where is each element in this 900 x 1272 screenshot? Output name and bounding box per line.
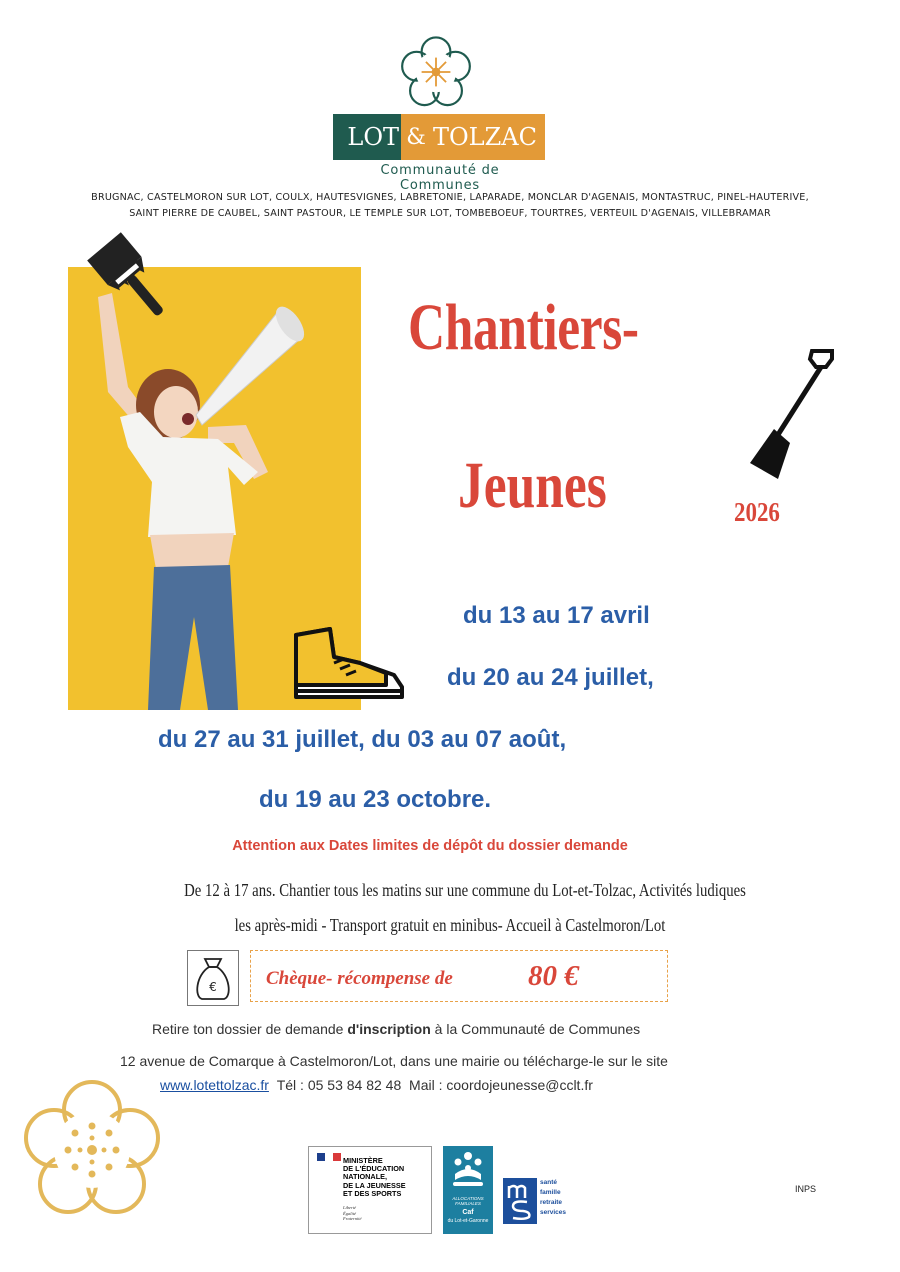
shovel-icon bbox=[738, 345, 838, 485]
communes-list bbox=[40, 190, 860, 222]
motto-line: Liberté bbox=[343, 1205, 356, 1210]
logo-text-tolzac: TOLZAC bbox=[431, 114, 545, 160]
contact-line-2: 12 avenue de Comarque à Castelmoron/Lot, dans une mairie ou télécharge-le sur le site bbox=[120, 1053, 668, 1069]
motto-line: Fraternité bbox=[343, 1216, 362, 1221]
caf-family-icon bbox=[443, 1146, 493, 1194]
caf-name: Caf bbox=[462, 1209, 474, 1216]
caf-logo bbox=[443, 1146, 493, 1234]
boot-icon bbox=[290, 623, 408, 705]
lot-tolzac-logo bbox=[333, 114, 545, 160]
date-line-3: du 27 au 31 juillet, du 03 au 07 août, bbox=[158, 726, 567, 753]
reward-label: Chèque- récompense de bbox=[266, 968, 453, 989]
money-bag-icon bbox=[188, 951, 238, 1005]
msa-services bbox=[540, 1178, 566, 1218]
contact-line-1-start: Retire ton dossier de demande bbox=[152, 1021, 348, 1037]
republic-motto bbox=[343, 1205, 362, 1222]
logo-ampersand: & bbox=[401, 114, 431, 160]
msa-word: santé bbox=[540, 1179, 557, 1186]
reward-amount: 80 € bbox=[528, 960, 579, 992]
caf-subtitle: ALLOCATIONS FAMILIALES bbox=[452, 1196, 484, 1206]
contact-line-1-bold: d'inscription bbox=[347, 1021, 431, 1037]
french-flag-icon bbox=[317, 1153, 341, 1161]
email-address: Mail : coordojeunesse@cclt.fr bbox=[409, 1077, 593, 1093]
date-line-1: du 13 au 17 avril bbox=[463, 602, 650, 629]
footer-code: INPS bbox=[795, 1184, 817, 1194]
msa-logo-icon bbox=[503, 1178, 537, 1224]
attention-notice: Attention aux Dates limites de dépôt du dossier demande bbox=[232, 838, 628, 854]
title-jeunes: Jeunes bbox=[458, 449, 607, 522]
euro-symbol: € bbox=[209, 980, 217, 994]
date-line-4: du 19 au 23 octobre. bbox=[259, 786, 492, 813]
flower-logo-icon bbox=[400, 36, 472, 108]
msa-word: services bbox=[540, 1209, 567, 1216]
contact-line-3 bbox=[160, 1077, 593, 1093]
ministry-education-logo bbox=[308, 1146, 432, 1234]
paintbrush-icon bbox=[83, 232, 178, 332]
ministry-line: NATIONALE, bbox=[343, 1172, 388, 1182]
logo-text-lot: LOT bbox=[333, 114, 401, 160]
msa-word: retraite bbox=[540, 1199, 563, 1206]
contact-line-1-end: à la Communauté de Communes bbox=[430, 1021, 641, 1037]
info-line-2: les après-midi - Transport gratuit en minibus- Accueil à Castelmoron/Lot bbox=[234, 915, 666, 935]
communes-line-2: SAINT PIERRE DE CAUBEL, SAINT PASTOUR, LE TEMPLE SUR LOT, TOMBEBOEUF, TOURTRES, VERTEUIL D'AGENAIS, VILLEBRAMAR bbox=[129, 208, 771, 219]
info-line-1: De 12 à 17 ans. Chantier tous les matins sur une commune du Lot-et-Tolzac, Activités ludiques bbox=[184, 880, 746, 900]
title-year: 2026 bbox=[734, 497, 780, 527]
date-line-2: du 20 au 24 juillet, bbox=[447, 664, 654, 691]
ministry-line: ET DES SPORTS bbox=[343, 1188, 402, 1198]
msa-word: famille bbox=[540, 1189, 561, 1196]
phone-number: Tél : 05 53 84 82 48 bbox=[276, 1077, 402, 1093]
ministry-line: DE L'ÉDUCATION bbox=[343, 1164, 405, 1174]
ministry-line: MINISTÈRE bbox=[343, 1156, 383, 1165]
logo-subtitle: Communauté de Communes bbox=[380, 163, 500, 193]
flower-decoration-icon bbox=[22, 1080, 162, 1220]
contact-line-1 bbox=[152, 1021, 640, 1037]
money-bag-box bbox=[187, 950, 239, 1006]
title-chantiers: Chantiers- bbox=[408, 291, 639, 364]
ministry-name bbox=[343, 1157, 406, 1198]
caf-region: du Lot-et-Garonne bbox=[447, 1218, 489, 1224]
motto-line: Égalité bbox=[343, 1210, 356, 1216]
ministry-line: DE LA JEUNESSE bbox=[343, 1180, 406, 1190]
communes-line-1: BRUGNAC, CASTELMORON SUR LOT, COULX, HAUTESVIGNES, LABRETONIE, LAPARADE, MONCLAR D'AGENAIS, MONTASTRUC, PINEL-HAUTERIVE, bbox=[91, 192, 809, 203]
website-link[interactable]: www.lotettolzac.fr bbox=[160, 1077, 269, 1093]
